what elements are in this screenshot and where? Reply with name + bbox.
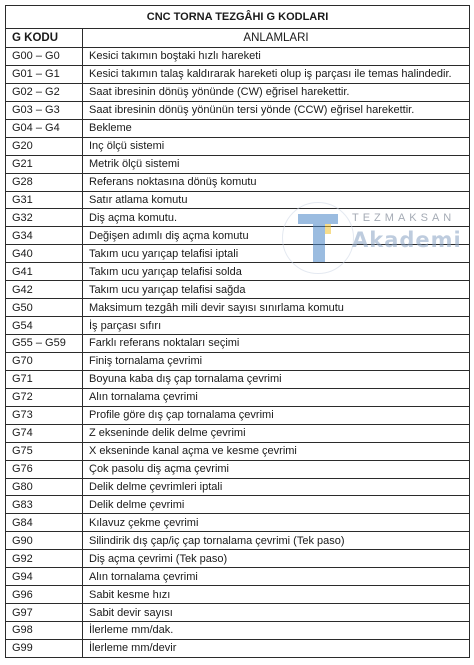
table-row: [6, 604, 470, 622]
meaning-cell: Sabit kesme hızı: [83, 586, 470, 604]
meaning-cell: Referans noktasına dönüş komutu: [83, 173, 470, 191]
meaning-cell: Bekleme: [83, 119, 470, 137]
g-code-cell: G21: [6, 155, 83, 173]
g-code-cell: G94: [6, 568, 83, 586]
g-code-cell: G40: [6, 245, 83, 263]
table-row: [6, 48, 470, 66]
table-row: [6, 209, 470, 227]
meaning-cell: Inç ölçü sistemi: [83, 137, 470, 155]
meaning-cell: Delik delme çevrimleri iptali: [83, 478, 470, 496]
table-row: [6, 191, 470, 209]
meaning-cell: Silindirik dış çap/iç çap tornalama çevrimi (Tek paso): [83, 532, 470, 550]
meaning-cell: İlerleme mm/devir: [83, 639, 470, 657]
g-code-cell: G41: [6, 263, 83, 281]
g-code-cell: G98: [6, 622, 83, 640]
g-code-cell: G84: [6, 514, 83, 532]
table-row: [6, 137, 470, 155]
table-row: [6, 514, 470, 532]
table-row: [6, 586, 470, 604]
meaning-cell: Sabit devir sayısı: [83, 604, 470, 622]
table-row: [6, 550, 470, 568]
g-code-cell: G80: [6, 478, 83, 496]
meaning-cell: Diş açma komutu.: [83, 209, 470, 227]
g-code-cell: G01 – G1: [6, 65, 83, 83]
g-code-cell: G70: [6, 352, 83, 370]
g-code-table: [5, 5, 470, 658]
g-code-cell: G28: [6, 173, 83, 191]
g-code-cell: G90: [6, 532, 83, 550]
table-body: [6, 48, 470, 658]
table-row: [6, 496, 470, 514]
g-code-cell: G32: [6, 209, 83, 227]
g-code-cell: G54: [6, 317, 83, 335]
table-row: [6, 532, 470, 550]
table-title-row: [6, 6, 470, 29]
g-code-cell: G99: [6, 639, 83, 657]
meaning-cell: Değişen adımlı diş açma komutu: [83, 227, 470, 245]
meaning-cell: Alın tornalama çevrimi: [83, 568, 470, 586]
meaning-cell: Boyuna kaba dış çap tornalama çevrimi: [83, 370, 470, 388]
meaning-cell: Alın tornalama çevrimi: [83, 388, 470, 406]
g-code-cell: G83: [6, 496, 83, 514]
table-title: CNC TORNA TEZGÂHI G KODLARI: [6, 6, 470, 29]
meaning-cell: İş parçası sıfırı: [83, 317, 470, 335]
g-code-cell: G92: [6, 550, 83, 568]
g-code-cell: G20: [6, 137, 83, 155]
meaning-cell: Kesici takımın talaş kaldırarak hareketi olup iş parçası ile temas halindedir.: [83, 65, 470, 83]
watermark-sub: Akademi: [352, 228, 462, 252]
table-row: [6, 406, 470, 424]
meaning-cell: Diş açma çevrimi (Tek paso): [83, 550, 470, 568]
meaning-cell: Satır atlama komutu: [83, 191, 470, 209]
table-row: [6, 568, 470, 586]
meaning-cell: Saat ibresinin dönüş yönünde (CW) eğrisel harekettir.: [83, 83, 470, 101]
table-row: [6, 227, 470, 245]
g-code-cell: G42: [6, 281, 83, 299]
g-code-cell: G97: [6, 604, 83, 622]
meaning-cell: Kılavuz çekme çevrimi: [83, 514, 470, 532]
table-row: [6, 101, 470, 119]
header-meaning: ANLAMLARI: [83, 29, 470, 48]
meaning-cell: Takım ucu yarıçap telafisi iptali: [83, 245, 470, 263]
table-row: [6, 352, 470, 370]
table-row: [6, 317, 470, 335]
g-code-cell: G00 – G0: [6, 48, 83, 66]
meaning-cell: X ekseninde kanal açma ve kesme çevrimi: [83, 442, 470, 460]
watermark-brand: TEZMAKSAN: [352, 212, 456, 224]
g-code-cell: G75: [6, 442, 83, 460]
meaning-cell: Finiş tornalama çevrimi: [83, 352, 470, 370]
table-row: [6, 639, 470, 657]
meaning-cell: Takım ucu yarıçap telafisi sağda: [83, 281, 470, 299]
g-code-cell: G34: [6, 227, 83, 245]
header-code: G KODU: [6, 29, 83, 48]
g-code-sheet: [5, 5, 469, 658]
table-row: [6, 65, 470, 83]
g-code-cell: G96: [6, 586, 83, 604]
table-row: [6, 263, 470, 281]
g-code-cell: G72: [6, 388, 83, 406]
table-row: [6, 460, 470, 478]
table-row: [6, 424, 470, 442]
meaning-cell: Delik delme çevrimi: [83, 496, 470, 514]
table-row: [6, 478, 470, 496]
table-row: [6, 281, 470, 299]
table-row: [6, 245, 470, 263]
g-code-cell: G50: [6, 299, 83, 317]
table-row: [6, 83, 470, 101]
table-row: [6, 119, 470, 137]
table-row: [6, 173, 470, 191]
g-code-cell: G04 – G4: [6, 119, 83, 137]
meaning-cell: Saat ibresinin dönüş yönünün tersi yönde (CCW) eğrisel harekettir.: [83, 101, 470, 119]
g-code-cell: G02 – G2: [6, 83, 83, 101]
table-row: [6, 155, 470, 173]
g-code-cell: G73: [6, 406, 83, 424]
g-code-cell: G55 – G59: [6, 335, 83, 353]
table-row: [6, 388, 470, 406]
meaning-cell: Takım ucu yarıçap telafisi solda: [83, 263, 470, 281]
meaning-cell: Profile göre dış çap tornalama çevrimi: [83, 406, 470, 424]
table-row: [6, 299, 470, 317]
meaning-cell: İlerleme mm/dak.: [83, 622, 470, 640]
g-code-cell: G76: [6, 460, 83, 478]
meaning-cell: Maksimum tezgâh mili devir sayısı sınırlama komutu: [83, 299, 470, 317]
g-code-cell: G31: [6, 191, 83, 209]
g-code-cell: G71: [6, 370, 83, 388]
table-row: [6, 335, 470, 353]
meaning-cell: Z ekseninde delik delme çevrimi: [83, 424, 470, 442]
g-code-cell: G03 – G3: [6, 101, 83, 119]
table-row: [6, 370, 470, 388]
table-header-row: [6, 29, 470, 48]
meaning-cell: Farklı referans noktaları seçimi: [83, 335, 470, 353]
meaning-cell: Metrik ölçü sistemi: [83, 155, 470, 173]
meaning-cell: Kesici takımın boştaki hızlı hareketi: [83, 48, 470, 66]
g-code-cell: G74: [6, 424, 83, 442]
table-row: [6, 622, 470, 640]
table-row: [6, 442, 470, 460]
meaning-cell: Çok pasolu diş açma çevrimi: [83, 460, 470, 478]
